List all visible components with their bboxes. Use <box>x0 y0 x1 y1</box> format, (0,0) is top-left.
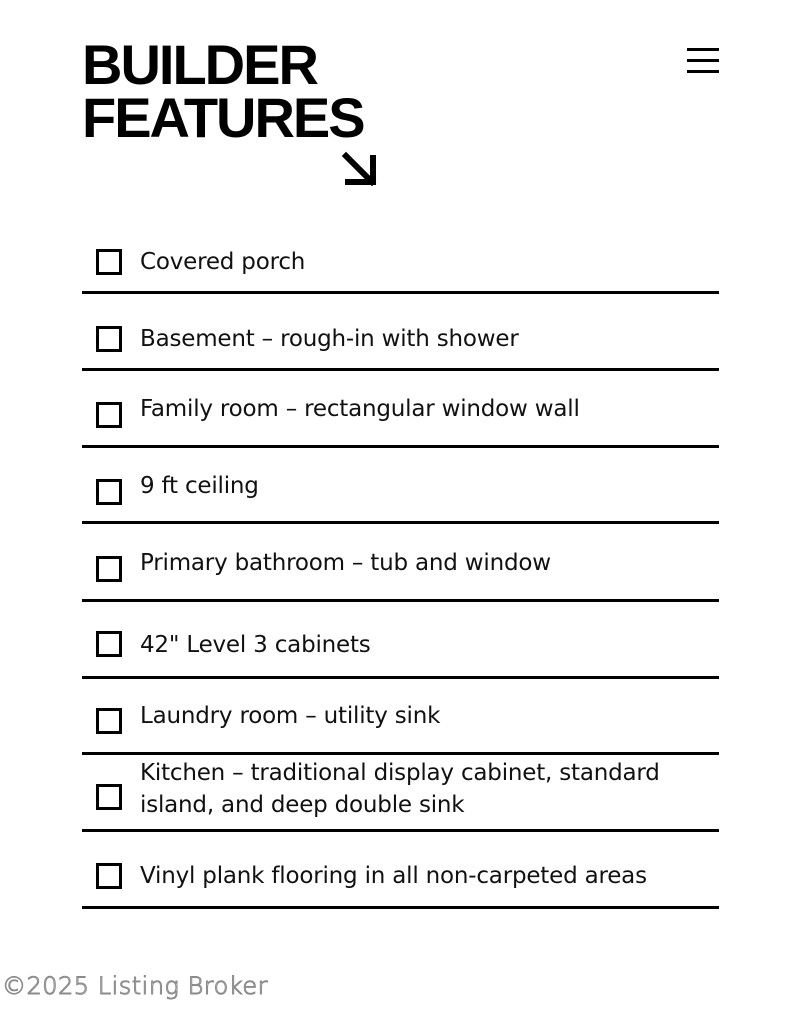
page-title-line-2: FEATURES <box>82 86 364 149</box>
checklist-item <box>82 546 719 602</box>
checklist-item-label: Covered porch <box>140 249 306 275</box>
checkbox[interactable] <box>96 326 122 352</box>
divider <box>82 599 719 602</box>
checklist-item-label: Family room – rectangular window wall <box>140 396 580 422</box>
checkbox[interactable] <box>96 784 122 810</box>
page-title-line-1: BUILDER <box>82 33 317 96</box>
checklist-item-label: Primary bathroom – tub and window <box>140 550 551 576</box>
checklist-item <box>82 855 719 911</box>
checkbox[interactable] <box>96 863 122 889</box>
checkbox[interactable] <box>96 479 122 505</box>
divider <box>82 291 719 294</box>
checkbox[interactable] <box>96 402 122 428</box>
divider <box>82 676 719 679</box>
checklist-item-label: Kitchen – traditional display cabinet, standard island, and deep double sink <box>140 760 660 818</box>
checklist-item-label: 9 ft ceiling <box>140 473 259 499</box>
divider <box>82 906 719 909</box>
divider <box>82 445 719 448</box>
copyright-watermark: ©2025 Listing Broker <box>2 972 268 1000</box>
checklist-item <box>82 240 719 295</box>
checkbox[interactable] <box>96 556 122 582</box>
checklist-item-label: Vinyl plank flooring in all non-carpeted areas <box>140 863 647 889</box>
feature-checklist <box>82 0 719 1036</box>
checklist-item-label: Laundry room – utility sink <box>140 703 441 729</box>
checkbox[interactable] <box>96 708 122 734</box>
checkbox[interactable] <box>96 249 122 275</box>
checklist-item <box>82 469 719 524</box>
checklist-item <box>82 392 719 448</box>
checklist-item <box>82 700 719 755</box>
checklist-item <box>82 316 719 371</box>
divider <box>82 829 719 832</box>
checklist-item <box>82 623 719 679</box>
checklist-item-label: Basement – rough-in with shower <box>140 326 519 352</box>
divider <box>82 521 719 524</box>
divider <box>82 752 719 755</box>
divider <box>82 368 719 371</box>
checkbox[interactable] <box>96 631 122 657</box>
checklist-item <box>82 757 719 833</box>
checklist-item-label: 42" Level 3 cabinets <box>140 632 371 658</box>
